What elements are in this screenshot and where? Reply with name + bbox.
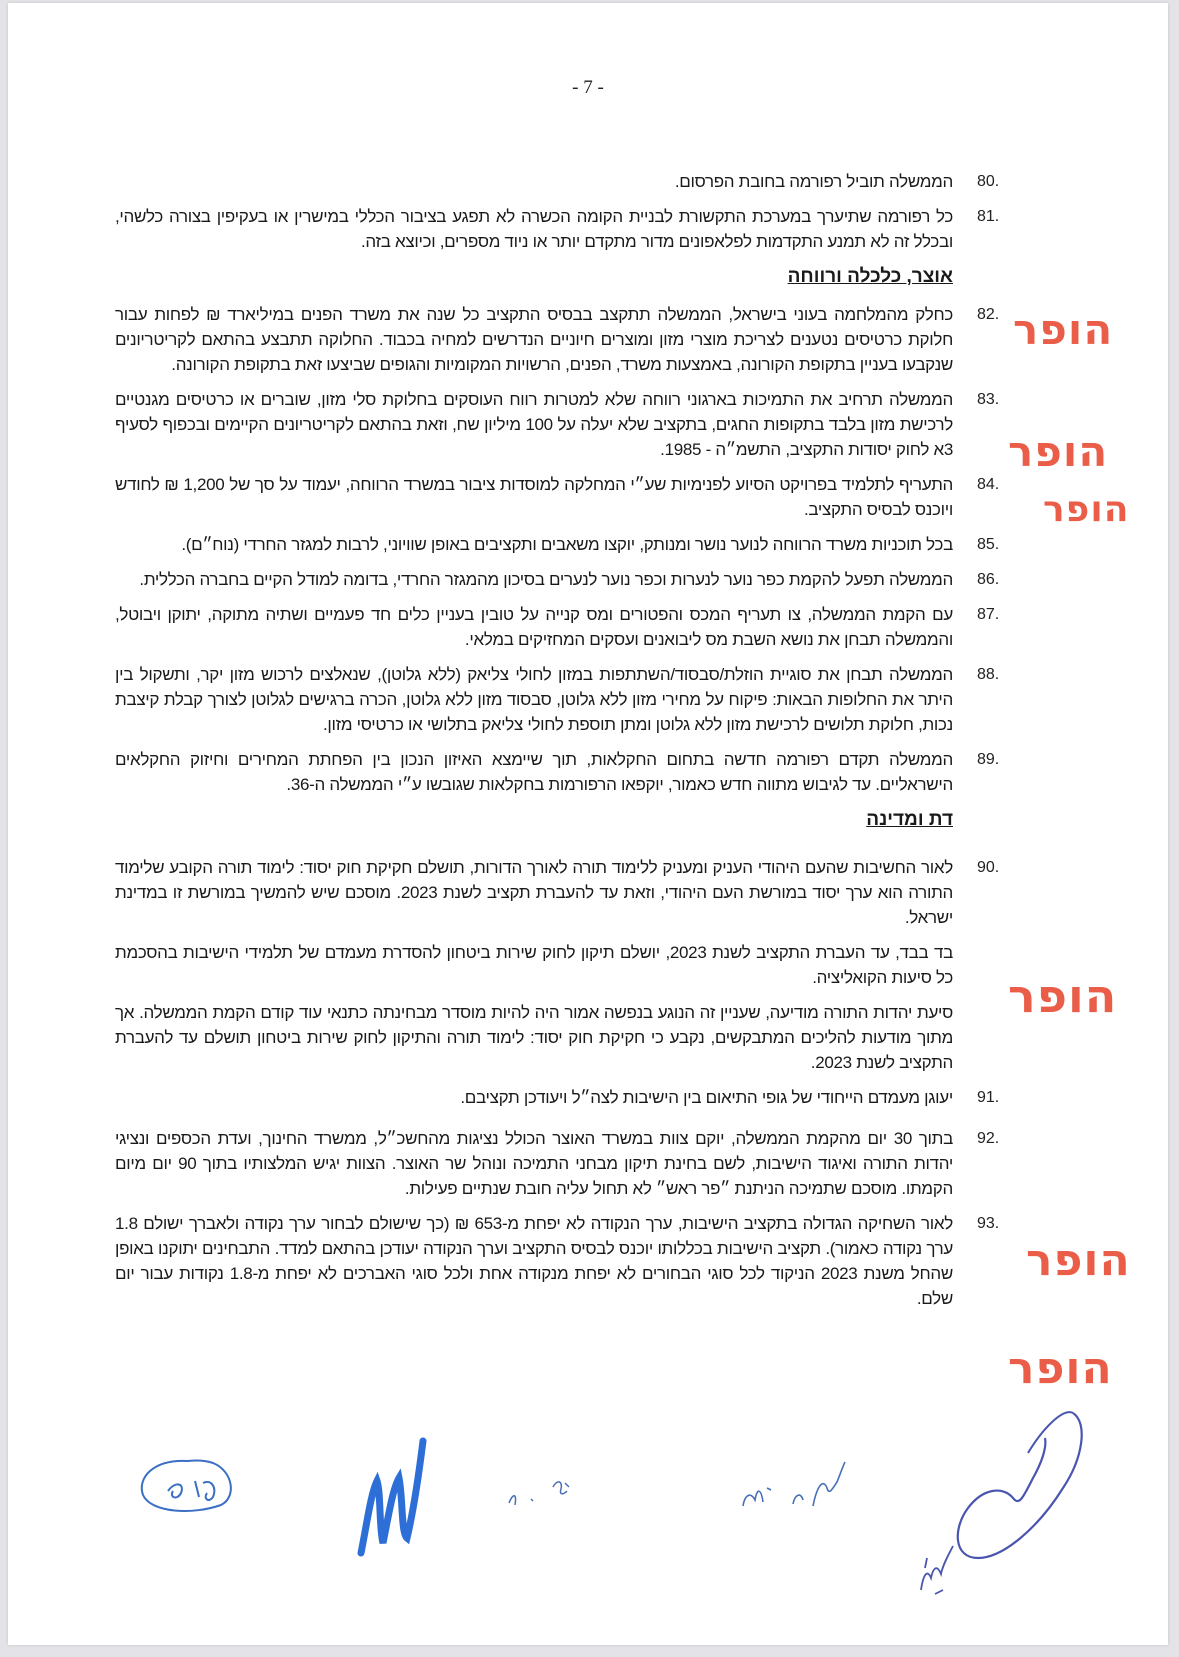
- clause-text: עם הקמת הממשלה, צו תעריף המכס והפטורים ומס קנייה על טובין בעניין כלים חד פעמיים ושתיה מתוקה, יתוקן ויבוטל, והממשלה תבחן את נושא השבת מס ליבואנים ועסקים המחזיקים במלאי.: [115, 605, 953, 649]
- clause-text: התעריף לתלמיד בפרויקט הסיוע לפנימיות שע״י המחלקה למוסדות ציבור במשרד הרווחה, יעמוד על סך של 1,200 ₪ לחודש ויוכנס לבסיס התקציב.: [115, 475, 953, 519]
- clause-number: 90.: [977, 859, 1000, 876]
- clause-number: 85.: [977, 536, 1000, 553]
- signature-2: [353, 1433, 433, 1563]
- signature-1: [133, 1453, 243, 1523]
- clause-number: 89.: [977, 751, 1000, 768]
- voided-stamp-90: הופר: [1008, 969, 1118, 1023]
- clause-text: כל רפורמה שתיערך במערכת התקשורת לבניית הקומה הכשרה לא תפגע בציבור הכללי במישרין או בעקיפין בצורה כלשהי, ובכלל זה לא תמנע התקדמות לפלאפונים מדור מתקדם יותר או ניוד מספרים, וכיוצא בזה.: [115, 207, 953, 251]
- clause-text: בתוך 30 יום מהקמת הממשלה, יוקם צוות במשרד האוצר הכולל נציגות מהחשכ״ל, ממשרד החינוך, ועדת הכספים ונציגי יהדות התורה ואיגוד הישיבות, לשם בחינת תיקון מבחני התמיכה ונוהל שר האוצר. הצוות יגיש המלצותיו בתוך 90 יום מיום הקמתו. מוסכם שתמיכה הניתנת ״פר ראש״ לא תחול עליה חובת שנתיים פעילות.: [115, 1129, 954, 1198]
- clause-text: כחלק מהמלחמה בעוני בישראל, הממשלה תתקצב בבסיס התקציב כל שנה את משרד הפנים במיליארד ₪ לפחות עבור חלוקת כרטיסים נטענים לצריכת מוצרי מזון ומוצרים חיוניים הנדרשים למחיה בכבוד. החלוקה תתבצע בהתאם לקריטריונים שנקבעו בעניין בתקופת הקורונה, באמצעות משרד, הפנים, הרשויות המקומיות והגופים שביצעו זאת בתקופת הקורונה.: [115, 305, 953, 374]
- page-number: - 7 -: [572, 77, 604, 98]
- document-page: [8, 3, 1168, 1645]
- section-heading-treasury-economy-welfare: אוצר, כלכלה ורווחה: [787, 266, 953, 287]
- clause-text: הממשלה תרחיב את התמיכות בארגוני רווחה שלא למטרות רווח העוסקים בחלוקת סלי מזון, שוברים או כרטיסים מגנטיים לרכישת מזון בלבד בתקופות החגים, בתקציב שלא יעלה על 100 מיליון שח, וזאת בהתאם לקריטריונים הקיימים ובכפוף לסעיף 3א לחוק יסודות התקציב, התשמ״ה - 1985.: [115, 390, 953, 459]
- voided-stamp-83: הופר: [1008, 427, 1109, 476]
- clause-88: [107, 662, 1017, 737]
- voided-stamp-92: הופר: [1026, 1235, 1131, 1286]
- clause-number: 82.: [977, 306, 1000, 323]
- document-body: [107, 169, 1017, 1321]
- signature-4: [733, 1458, 853, 1518]
- clause-85: [107, 532, 1017, 557]
- clause-80: [107, 169, 1017, 194]
- clause-number: 86.: [977, 571, 1000, 588]
- clause-81: [107, 204, 1017, 254]
- clause-text: בכל תוכניות משרד הרווחה לנוער נושר ומנותק, יוקצו משאבים ותקציבים באופן שוויוני, לרבות למגזר החרדי (נוח״ם).: [181, 535, 953, 554]
- voided-stamp-82: הופר: [1013, 305, 1114, 354]
- clause-82: [107, 302, 1017, 377]
- clause-number: 81.: [977, 208, 1000, 225]
- clause-text: הממשלה תקדם רפורמה חדשה בתחום החקלאות, תוך שיימצא האיזון הנכון בין הפחתת המחירים וחיזוק החקלאים הישראליים. עד לגיבוש מתווה חדש כאמור, יוקפאו הרפורמות בחקלאות שגובשו ע״י הממשלה ה-36.: [115, 750, 953, 794]
- clause-89: [107, 747, 1017, 797]
- clause-text: הממשלה תוביל רפורמה בחובת הפרסום.: [674, 172, 953, 191]
- clause-number: 92.: [977, 1130, 1000, 1147]
- clause-number: 93.: [977, 1215, 1000, 1232]
- clause-subparagraph-2: סיעת יהדות התורה מודיעה, שעניין זה הנוגע בנפשה אמור היה להיות מוסדר מבחינתה כתנאי עוד קודם הקמת הממשלה. אך מתוך מודעות להליכים המתבקשים, נקבע כי חקיקת חוק יסוד: לימוד תורה והתיקון לחוק שירות ביטחון תושלם עד להעברת התקציב לשנת 2023.: [115, 1003, 953, 1072]
- clause-93: [107, 1211, 1017, 1311]
- clause-text: הממשלה תפעל להקמת כפר נוער לנערות וכפר נוער לנערים בסיכון מהמגזר החרדי, בדומה למודל הקיים בחברה הכללית.: [139, 570, 953, 589]
- clause-number: 83.: [977, 391, 1000, 408]
- clause-91: [107, 1085, 1017, 1110]
- clause-number: 80.: [977, 173, 1000, 190]
- clause-83: [107, 387, 1017, 462]
- clause-text: לאור השחיקה הגדולה בתקציב הישיבות, ערך הנקודה לא יפחת מ-653 ₪ (כך שישולם לבחור ערך נקודה ולאברך ישולם 1.8 ערך נקודה כאמור). תקציב הישיבות בכללותו יוכנס לבסיס התקציב וערך הנקודה יעודכן בהתאם למדד. התבחינים יתוקנו באופן שהחל משנת 2023 הניקוד לכל סוגי הבחורים לא יפחת מנקודה אחת ולכל סוגי האברכים לא יפחת מ-1.8 נקודות עבור יום שלם.: [115, 1214, 953, 1308]
- clause-subparagraph-1: בד בבד, עד העברת התקציב לשנת 2023, יושלם תיקון לחוק שירות ביטחון להסדרת מעמדם של תלמידי הישיבות בהסכמת כל סיעות הקואליציה.: [115, 943, 953, 987]
- clause-text: הממשלה תבחן את סוגיית הוזלת/סבסוד/השתתפות במזון לחולי צליאק (ללא גלוטן), שנאלצים לרכוש מזון יקר, ותשקול בין היתר את החלופות הבאות: פיקוח על מחירי מזון ללא גלוטן, סבסוד מזון ללא גלוטן, הכרה ברגישים לגלוטן לצורך קבלת קיצבת נכות, חלוקת תלושים לרכישת מזון ללא גלוטן ומתן תוספת לחולי צליאק בתלושי או כרטיסי מזון.: [115, 665, 953, 734]
- signature-3: [503, 1473, 583, 1513]
- section-heading-religion-and-state: דת ומדינה: [866, 809, 953, 830]
- voided-stamp-84: הופר: [1043, 489, 1130, 530]
- clause-text: יעוגן מעמדם הייחודי של גופי התיאום בין הישיבות לצה״ל ויעודכן תקציבם.: [460, 1088, 953, 1107]
- clause-86: [107, 567, 1017, 592]
- clause-number: 91.: [977, 1089, 1000, 1106]
- voided-stamp-93: הופר: [1008, 1343, 1113, 1394]
- clause-90: [107, 855, 1017, 1075]
- clause-84: [107, 472, 1017, 522]
- clause-number: 87.: [977, 606, 1000, 623]
- clause-number: 84.: [977, 476, 1000, 493]
- signature-6: [913, 1538, 963, 1598]
- clause-92: [107, 1126, 1017, 1201]
- clause-number: 88.: [977, 666, 1000, 683]
- clause-87: [107, 602, 1017, 652]
- clause-text: לאור החשיבות שהעם היהודי העניק ומעניק ללימוד תורה לאורך הדורות, תושלם חקיקת חוק יסוד: לימוד תורה הקובע שלימוד התורה הוא ערך יסוד במורשת העם היהודי, וזאת עד להעברת תקציב לשנת 2023. מוסכם שיש להמשיך במורשת זו במדינת ישראל.: [115, 858, 953, 927]
